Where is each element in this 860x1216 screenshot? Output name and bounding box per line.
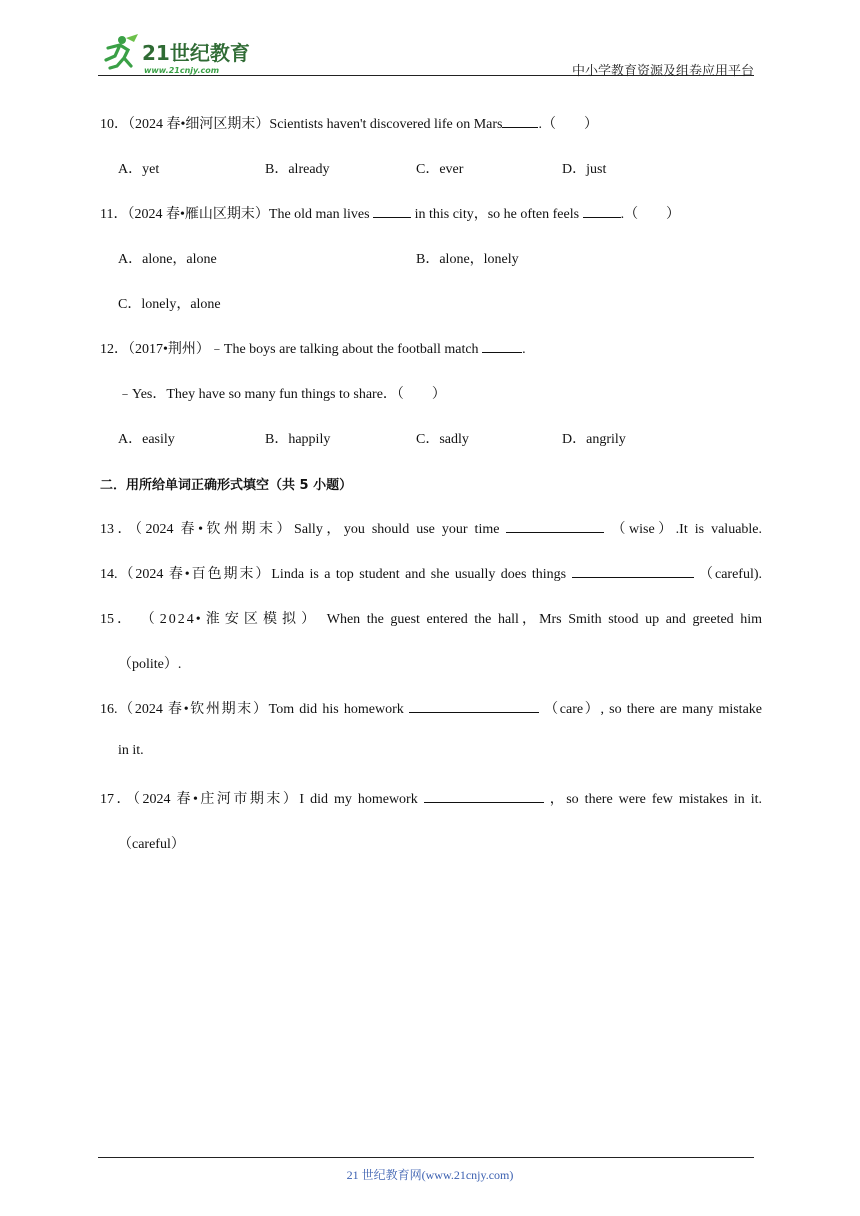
question-10: 10．（2024 春•细河区期末）Scientists haven't discovered life on Mars .（ ） — [100, 117, 598, 132]
option-d[interactable]: D．angrily — [562, 432, 626, 447]
question-17-hint: （careful） — [118, 837, 185, 852]
option-b[interactable]: B．alone，lonely — [416, 252, 519, 267]
answer-blank[interactable] — [502, 115, 538, 128]
question-number: 10． — [100, 117, 128, 132]
question-15-hint: （polite）. — [118, 657, 182, 672]
question-16: 16.（2024 春•钦州期末）Tom did his homework （care）, so there are many mistake — [100, 702, 762, 717]
header-platform-text: 中小学教育资源及组卷应用平台 — [571, 63, 754, 78]
answer-blank[interactable] — [583, 205, 621, 218]
answer-blank[interactable] — [506, 520, 604, 533]
option-d[interactable]: D．just — [562, 162, 607, 177]
answer-blank[interactable] — [373, 205, 411, 218]
runner-icon — [106, 34, 138, 68]
question-15: 15． （2024•淮安区模拟） When the guest entered the hall，Mrs Smith stood up and greeted him — [100, 612, 763, 627]
question-13: 13．（2024 春•钦州期末）Sally，you should use your time （wise）.It is valuable. — [100, 522, 763, 537]
logo-21cnjy — [98, 34, 258, 76]
option-c[interactable]: C．sadly — [416, 432, 469, 447]
footer-link[interactable]: 21 世纪教育网(www.21cnjy.com) — [346, 1168, 514, 1182]
section-title: 二．用所给单词正确形式填空（共 5 小题） — [100, 478, 353, 493]
question-text: Scientists haven't discovered life on Mars — [269, 117, 503, 132]
question-16-cont: in it. — [118, 743, 144, 758]
question-12: 12．（2017•荆州）﹣The boys are talking about the football match . — [100, 342, 526, 357]
question-source: （2024 春•细河区期末） — [128, 117, 270, 132]
option-a[interactable]: A．easily — [118, 432, 175, 447]
answer-blank[interactable] — [482, 340, 522, 353]
question-14: 14.（2024 春•百色期末）Linda is a top student and she usually does things （careful). — [100, 567, 763, 582]
answer-blank[interactable] — [424, 790, 544, 803]
header-divider — [98, 75, 754, 76]
svg-text:www.21cnjy.com: www.21cnjy.com — [144, 66, 220, 75]
footer-divider — [98, 1157, 754, 1158]
page-header — [98, 30, 754, 76]
option-b[interactable]: B．already — [265, 162, 330, 177]
svg-text:21世纪教育: 21世纪教育 — [142, 41, 250, 65]
option-c[interactable]: C．lonely，alone — [118, 297, 221, 312]
option-a[interactable]: A．yet — [118, 162, 160, 177]
question-12-reply: ﹣Yes．They have so many fun things to share．（ ） — [118, 387, 446, 402]
question-11: 11．（2024 春•雁山区期末）The old man lives in this city，so he often feels .（ ） — [100, 207, 681, 222]
answer-blank[interactable] — [409, 700, 539, 713]
option-c[interactable]: C．ever — [416, 162, 464, 177]
answer-blank[interactable] — [572, 565, 694, 578]
option-a[interactable]: A．alone，alone — [118, 252, 217, 267]
question-17: 17．（2024 春•庄河市期末）I did my homework ，so there were few mistakes in it. — [100, 792, 763, 807]
option-b[interactable]: B．happily — [265, 432, 331, 447]
